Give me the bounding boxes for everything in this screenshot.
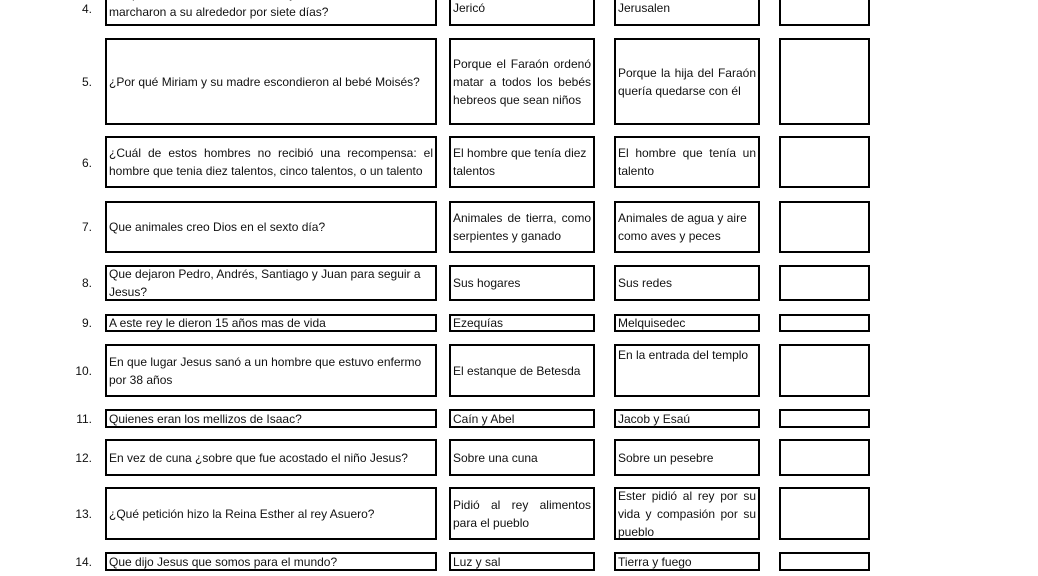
option-b-text: Jerusalen	[618, 1, 671, 15]
row-number: 12.	[75, 451, 92, 465]
option-b-cell[interactable]	[614, 265, 760, 301]
option-a-cell[interactable]	[449, 487, 595, 540]
row-number: 5.	[81, 75, 92, 89]
question-cell	[105, 344, 437, 397]
option-a-cell[interactable]	[449, 38, 595, 125]
option-a-text: Caín y Abel	[453, 411, 515, 426]
option-b-text: Sus redes	[618, 276, 673, 290]
option-a-text: Porque el Faraón ordenó matar a todos los bebés hebreos que sean niños	[453, 56, 591, 107]
answer-box[interactable]	[779, 409, 870, 428]
option-b-cell[interactable]	[614, 38, 760, 125]
row-number: 6.	[81, 156, 92, 170]
option-a-cell[interactable]	[449, 552, 595, 571]
question-text: Quienes eran los mellizos de Isaac?	[109, 411, 302, 426]
answer-box[interactable]	[779, 265, 870, 301]
question-cell	[105, 552, 437, 571]
option-a-cell[interactable]	[449, 201, 595, 253]
option-b-text: Melquisedec	[618, 316, 686, 330]
row-number: 11.	[76, 412, 92, 426]
question-cell	[105, 0, 437, 26]
answer-box[interactable]	[779, 439, 870, 476]
question-text: Que dijo Jesus que somos para el mundo?	[109, 554, 338, 569]
option-a-cell[interactable]	[449, 409, 595, 428]
option-a-text: Animales de tierra, como serpientes y ganado	[453, 211, 591, 243]
option-b-text: Porque la hija del Faraón quería quedarse con él	[618, 65, 756, 98]
question-cell	[105, 487, 437, 540]
question-cell	[105, 265, 437, 301]
option-b-text: En la entrada del templo	[618, 348, 749, 362]
row-number: 8.	[81, 276, 92, 290]
row-number: 9.	[81, 316, 92, 330]
option-a-cell[interactable]	[449, 136, 595, 188]
answer-box[interactable]	[779, 552, 870, 571]
option-b-cell[interactable]	[614, 314, 760, 332]
option-a-text: Luz y sal	[453, 554, 501, 569]
option-a-cell[interactable]	[449, 314, 595, 332]
option-b-cell[interactable]	[614, 409, 760, 428]
answer-box[interactable]	[779, 38, 870, 125]
question-text: ¿Qué petición hizo la Reina Esther al rey Asuero?	[109, 506, 375, 521]
answer-box[interactable]	[779, 201, 870, 253]
option-a-text: Ezequías	[453, 316, 504, 330]
option-a-cell[interactable]	[449, 265, 595, 301]
option-a-text: El hombre que tenía diez talentos	[453, 146, 587, 178]
question-cell	[105, 409, 437, 428]
question-text: marcharon a su alrededor por siete días?	[109, 5, 329, 19]
option-b-text: Animales de agua y aire como aves y peces	[618, 211, 747, 243]
question-cell	[105, 136, 437, 188]
option-a-text: Sobre una cuna	[453, 450, 538, 465]
question-text: En vez de cuna ¿sobre que fue acostado el niño Jesus?	[109, 450, 408, 465]
option-b-text: Tierra y fuego	[618, 554, 692, 569]
option-b-text: Sobre un pesebre	[618, 450, 714, 465]
option-a-text: Jericó	[453, 1, 486, 15]
option-b-cell[interactable]	[614, 136, 760, 188]
option-b-text: Jacob y Esaú	[618, 411, 691, 426]
option-b-cell[interactable]	[614, 344, 760, 397]
option-a-text: Pidió al rey alimentos para el pueblo	[453, 497, 591, 530]
option-b-text: Ester pidió al rey por su vida y compasión por su pueblo	[618, 488, 756, 539]
option-a-cell[interactable]	[449, 344, 595, 397]
question-text: Que animales creo Dios en el sexto día?	[109, 220, 326, 234]
question-text: A este rey le dieron 15 años mas de vida	[109, 316, 326, 330]
row-number: 10.	[75, 364, 92, 378]
option-a-text: Sus hogares	[453, 276, 521, 290]
option-b-cell[interactable]	[614, 201, 760, 253]
question-cell	[105, 201, 437, 253]
row-number: 4.	[81, 2, 92, 16]
row-number: 7.	[81, 220, 92, 234]
question-cell	[105, 439, 437, 476]
answer-box[interactable]	[779, 136, 870, 188]
answer-box[interactable]	[779, 487, 870, 540]
option-b-cell[interactable]	[614, 439, 760, 476]
option-a-text: El estanque de Betesda	[453, 363, 581, 378]
question-cell	[105, 314, 437, 332]
option-b-cell[interactable]	[614, 552, 760, 571]
question-text: En que lugar Jesus sanó a un hombre que estuvo enfermo por 38 años	[109, 354, 422, 387]
answer-box[interactable]	[779, 0, 870, 26]
question-text: ¿Por qué Miriam y su madre escondieron al bebé Moisés?	[109, 74, 420, 89]
answer-box[interactable]	[779, 344, 870, 397]
row-number: 14.	[75, 555, 92, 569]
question-text: ¿Cuál de estos hombres no recibió una recompensa: el hombre que tenia diez talentos, cinco talentos, o un talento	[109, 146, 433, 178]
row-number: 13.	[75, 507, 92, 521]
question-text: Que dejaron Pedro, Andrés, Santiago y Juan para seguir a Jesus?	[109, 267, 421, 299]
answer-box[interactable]	[779, 314, 870, 332]
option-a-cell[interactable]	[449, 0, 595, 26]
option-b-cell[interactable]	[614, 0, 760, 26]
question-cell	[105, 38, 437, 125]
option-b-text: El hombre que tenía un talento	[618, 146, 756, 178]
option-a-cell[interactable]	[449, 439, 595, 476]
option-b-cell[interactable]	[614, 487, 760, 540]
